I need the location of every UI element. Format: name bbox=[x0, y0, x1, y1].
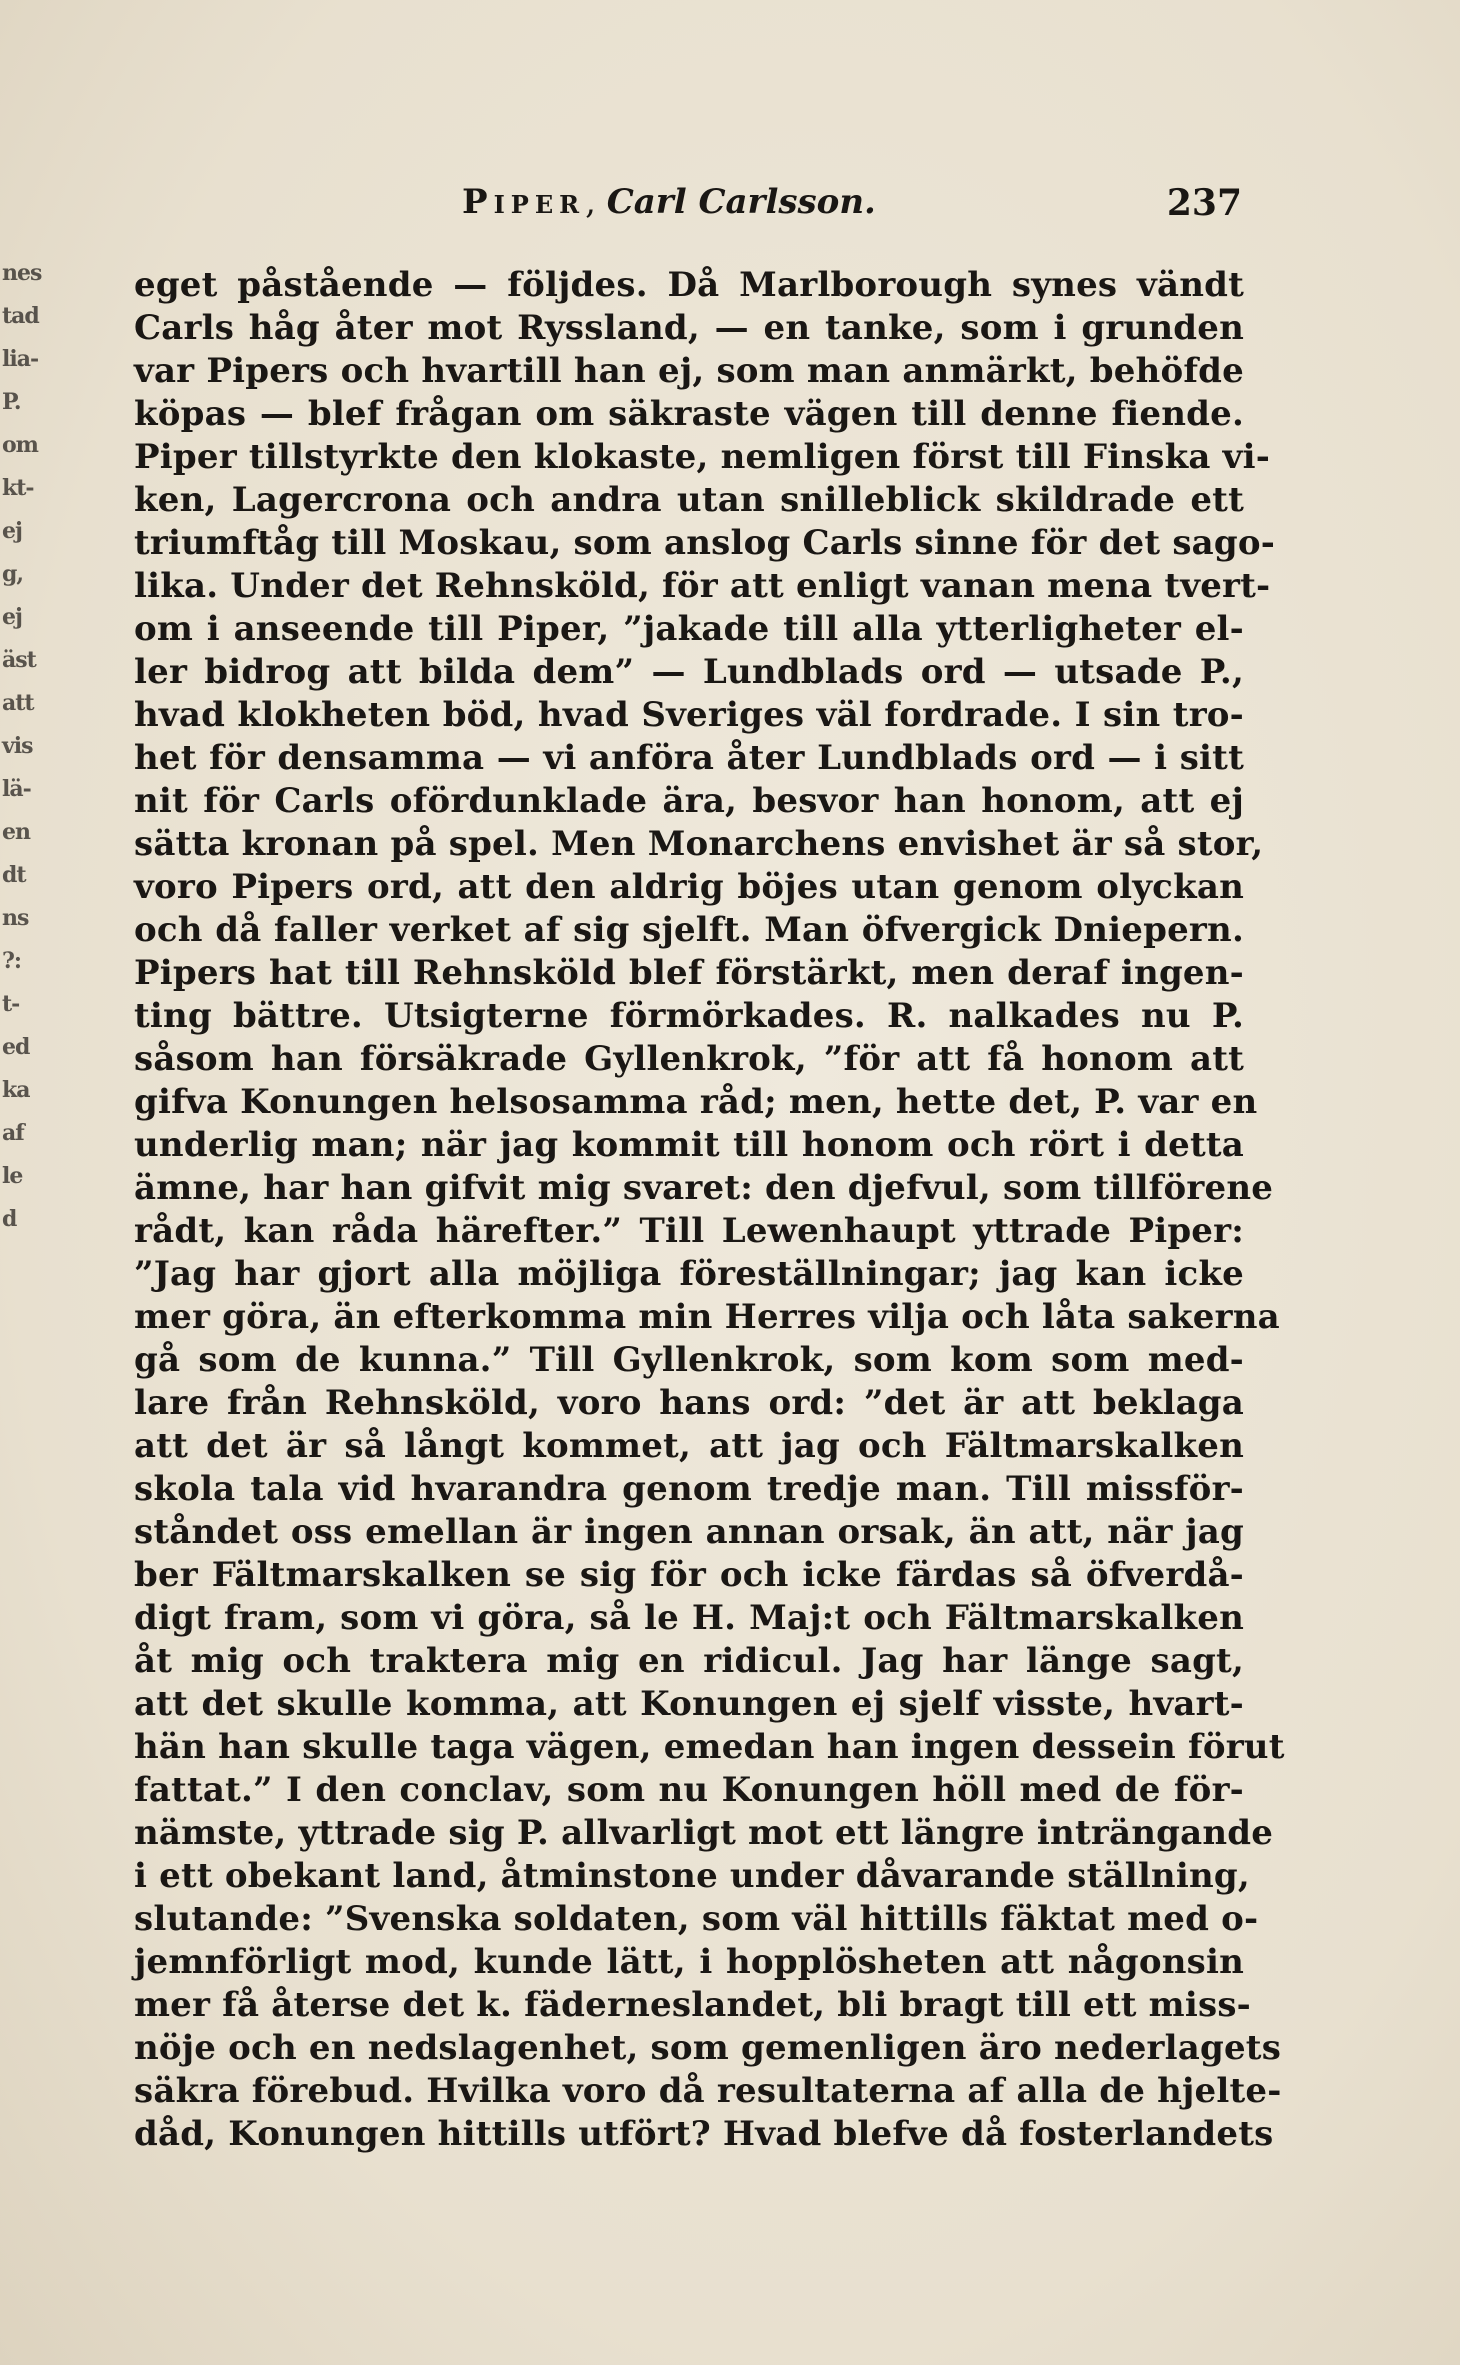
text-line: nämste, yttrade sig P. allvarligt mot ett längre inträngande bbox=[134, 1813, 1274, 1853]
text-line: het för densamma — vi anföra åter Lundblads ord — i sitt bbox=[134, 738, 1244, 778]
page-number: 237 bbox=[1166, 182, 1242, 224]
margin-fragment: dt bbox=[2, 862, 26, 888]
text-line: åt mig och traktera mig en ridicul. Jag har länge sagt, bbox=[134, 1641, 1244, 1681]
text-line: såsom han försäkrade Gyllenkrok, ”för att få honom att bbox=[134, 1039, 1244, 1079]
text-line: rådt, kan råda härefter.” Till Lewenhaupt yttrade Piper: bbox=[134, 1211, 1244, 1251]
text-line: ting bättre. Utsigterne förmörkades. R. nalkades nu P. bbox=[134, 996, 1244, 1036]
text-line: lare från Rehnsköld, voro hans ord: ”det är att beklaga bbox=[134, 1383, 1244, 1423]
text-line: var Pipers och hvartill han ej, som man anmärkt, behöfde bbox=[134, 351, 1244, 391]
margin-fragment: d bbox=[2, 1206, 17, 1232]
text-line: voro Pipers ord, att den aldrig böjes utan genom olyckan bbox=[134, 867, 1244, 907]
text-line: gå som de kunna.” Till Gyllenkrok, som kom som med- bbox=[134, 1340, 1244, 1380]
text-line: digt fram, som vi göra, så le H. Maj:t och Fältmarskalken bbox=[134, 1598, 1244, 1638]
margin-fragment: le bbox=[2, 1163, 23, 1189]
text-line: skola tala vid hvarandra genom tredje man. Till missför- bbox=[134, 1469, 1244, 1509]
text-line: mer göra, än efterkomma min Herres vilja och låta sakerna bbox=[134, 1297, 1280, 1337]
margin-fragment: en bbox=[2, 819, 30, 845]
page-header bbox=[462, 182, 1242, 232]
margin-fragment: ej bbox=[2, 518, 22, 544]
margin-fragment: ej bbox=[2, 604, 22, 630]
text-line: ”Jag har gjort alla möjliga föreställningar; jag kan icke bbox=[134, 1254, 1244, 1294]
margin-fragment: nes bbox=[2, 260, 42, 286]
margin-fragment: ed bbox=[2, 1034, 30, 1060]
text-line: sätta kronan på spel. Men Monarchens envishet är så stor, bbox=[134, 824, 1264, 864]
text-line: om i anseende till Piper, ”jakade till alla ytterligheter el- bbox=[134, 609, 1244, 649]
margin-fragment: ?: bbox=[2, 948, 22, 974]
text-line: Carls håg åter mot Ryssland, — en tanke, som i grunden bbox=[134, 308, 1244, 348]
text-line: Piper tillstyrkte den klokaste, nemligen först till Finska vi- bbox=[134, 437, 1271, 477]
text-line: fattat.” I den conclav, som nu Konungen höll med de för- bbox=[134, 1770, 1244, 1810]
text-line: ståndet oss emellan är ingen annan orsak, än att, när jag bbox=[134, 1512, 1244, 1552]
text-line: ämne, har han gifvit mig svaret: den djefvul, som tillförene bbox=[134, 1168, 1274, 1208]
text-line: lika. Under det Rehnsköld, för att enligt vanan mena tvert- bbox=[134, 566, 1271, 606]
margin-fragment: tad bbox=[2, 303, 39, 329]
running-head-separator: , bbox=[585, 182, 607, 222]
running-head-given-name: Carl Carlsson. bbox=[606, 182, 876, 222]
facing-page-bleed bbox=[0, 260, 42, 1560]
text-line: eget påstående — följdes. Då Marlborough synes vändt bbox=[134, 265, 1244, 305]
margin-fragment: om bbox=[2, 432, 38, 458]
text-line: mer få återse det k. fäderneslandet, bli bragt till ett miss- bbox=[134, 1985, 1251, 2025]
text-line: och då faller verket af sig sjelft. Man öfvergick Dniepern. bbox=[134, 910, 1244, 950]
margin-fragment: vis bbox=[2, 733, 33, 759]
text-line: nöje och en nedslagenhet, som gemenligen äro nederlagets bbox=[134, 2028, 1282, 2068]
margin-fragment: äst bbox=[2, 647, 36, 673]
text-line: jemnförligt mod, kunde lätt, i hopplösheten att någonsin bbox=[134, 1942, 1244, 1982]
text-line: ken, Lagercrona och andra utan snilleblick skildrade ett bbox=[134, 480, 1244, 520]
margin-fragment: g, bbox=[2, 561, 24, 587]
text-line: ler bidrog att bilda dem” — Lundblads ord — utsade P., bbox=[134, 652, 1244, 692]
text-line: säkra förebud. Hvilka voro då resultaterna af alla de hjelte- bbox=[134, 2071, 1282, 2111]
text-line: nit för Carls ofördunklade ära, besvor han honom, att ej bbox=[134, 781, 1244, 821]
text-line: Pipers hat till Rehnsköld blef förstärkt, men deraf ingen- bbox=[134, 953, 1244, 993]
text-line: att det skulle komma, att Konungen ej sjelf visste, hvart- bbox=[134, 1684, 1244, 1724]
text-line: köpas — blef frågan om säkraste vägen till denne fiende. bbox=[134, 394, 1244, 434]
margin-fragment: lia- bbox=[2, 346, 39, 372]
text-line: ber Fältmarskalken se sig för och icke färdas så öfverdå- bbox=[134, 1555, 1244, 1595]
text-line: hvad klokheten böd, hvad Sveriges väl fordrade. I sin tro- bbox=[134, 695, 1244, 735]
margin-fragment: att bbox=[2, 690, 34, 716]
running-head-surname: Piper bbox=[462, 182, 586, 222]
text-line: slutande: ”Svenska soldaten, som väl hittills fäktat med o- bbox=[134, 1899, 1259, 1939]
margin-fragment: lä- bbox=[2, 776, 31, 802]
margin-fragment: t- bbox=[2, 991, 20, 1017]
running-head bbox=[462, 182, 876, 222]
margin-fragment: kt- bbox=[2, 475, 34, 501]
margin-fragment: af bbox=[2, 1120, 24, 1146]
text-line: triumftåg till Moskau, som anslog Carls sinne för det sago- bbox=[134, 523, 1276, 563]
margin-fragment: ns bbox=[2, 905, 29, 931]
text-line: dåd, Konungen hittills utfört? Hvad blefve då fosterlandets bbox=[134, 2114, 1274, 2154]
text-line: underlig man; när jag kommit till honom och rört i detta bbox=[134, 1125, 1244, 1165]
margin-fragment: P. bbox=[2, 389, 21, 415]
text-line: hän han skulle taga vägen, emedan han ingen dessein förut bbox=[134, 1727, 1285, 1767]
margin-fragment: ka bbox=[2, 1077, 30, 1103]
text-line: gifva Konungen helsosamma råd; men, hette det, P. var en bbox=[134, 1082, 1258, 1122]
text-line: att det är så långt kommet, att jag och Fältmarskalken bbox=[134, 1426, 1244, 1466]
body-text bbox=[134, 264, 1285, 2156]
text-line: i ett obekant land, åtminstone under dåvarande ställning, bbox=[134, 1856, 1250, 1896]
